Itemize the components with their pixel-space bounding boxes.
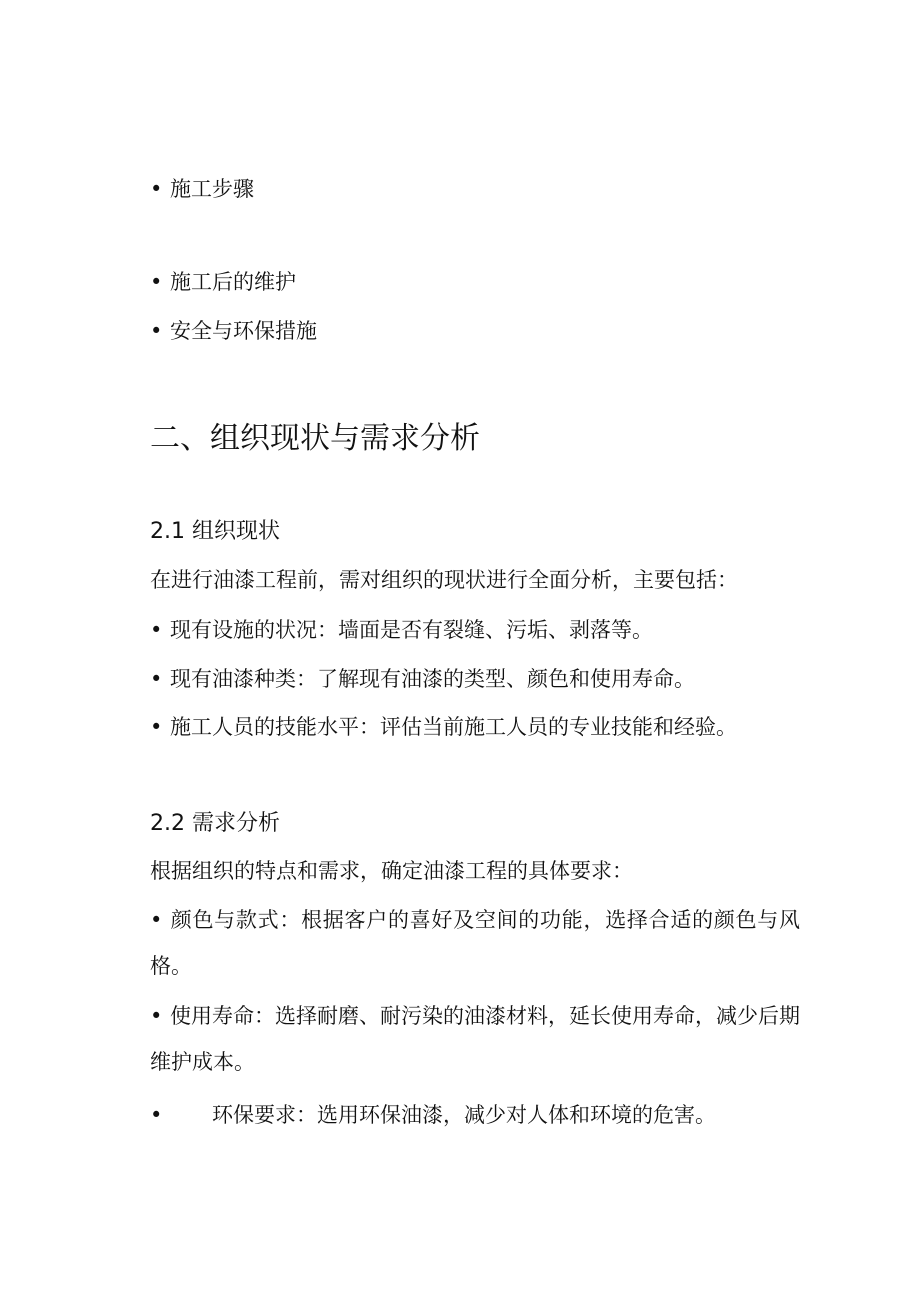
bullet: • xyxy=(150,908,163,932)
bullet: • xyxy=(150,667,163,691)
list-item: • 施工步骤 xyxy=(150,177,254,201)
list-item: • 环保要求：选用环保油漆，减少对人体和环境的危害。 xyxy=(150,1103,716,1127)
list-item: • 颜色与款式：根据客户的喜好及空间的功能，选择合适的颜色与风格。 xyxy=(150,897,800,989)
paragraph: 根据组织的特点和需求，确定油漆工程的具体要求： xyxy=(150,859,633,883)
list-item: • 施工人员的技能水平：评估当前施工人员的专业技能和经验。 xyxy=(150,715,737,739)
section-heading: 二、组织现状与需求分析 xyxy=(150,421,480,456)
bullet: • xyxy=(150,319,163,343)
bullet: • xyxy=(150,177,163,201)
subsection-heading: 2.2 需求分析 xyxy=(150,811,280,836)
list-item: • 施工后的维护 xyxy=(150,270,296,294)
list-item: • 现有油漆种类：了解现有油漆的类型、颜色和使用寿命。 xyxy=(150,667,695,691)
bullet: • xyxy=(150,1103,163,1127)
paragraph: 在进行油漆工程前，需对组织的现状进行全面分析，主要包括： xyxy=(150,568,738,592)
list-item: • 安全与环保措施 xyxy=(150,319,317,343)
subsection-heading: 2.1 组织现状 xyxy=(150,519,280,544)
bullet: • xyxy=(150,1004,163,1028)
bullet: • xyxy=(150,715,163,739)
list-item: • 使用寿命：选择耐磨、耐污染的油漆材料，延长使用寿命，减少后期维护成本。 xyxy=(150,993,800,1085)
bullet: • xyxy=(150,618,163,642)
bullet: • xyxy=(150,270,163,294)
list-item: • 现有设施的状况：墙面是否有裂缝、污垢、剥落等。 xyxy=(150,618,653,642)
